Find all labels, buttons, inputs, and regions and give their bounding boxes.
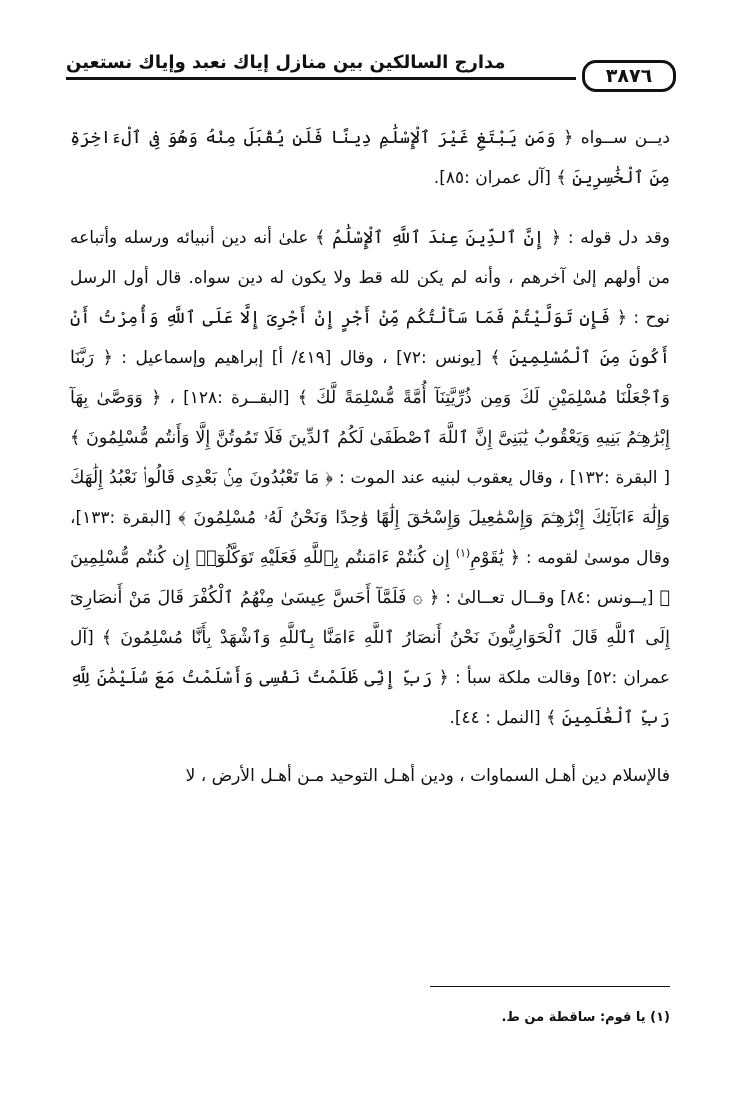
text-segment: [يــونس :٨٤] وقــال تعــالىٰ : xyxy=(439,588,660,608)
paragraph xyxy=(70,756,670,796)
text-segment: [آل عمران :٨٥]. xyxy=(433,168,557,188)
text-segment: [آل عمران :٥٢] وقالت ملكة سبأ : xyxy=(70,628,670,688)
header-rule xyxy=(66,77,576,80)
running-title: مدارج السالكين بين منازل إياك نعبد وإياك نستعين xyxy=(66,52,506,73)
quran-verse: ﴿ وَوَصَّىٰ بِهَآ إِبْرَٰهِـۧمُ بَنِيهِ وَيَعْقُوبُ يَٰبَنِىَّ إِنَّ ٱللَّهَ ٱصْطَفَىٰ لَكُمُ ٱلدِّينَ فَلَا تَمُوتُنَّ إِلَّا وَأَنتُم مُّسْلِمُونَ ﴾ xyxy=(70,388,670,448)
text-segment: [يونس :٧٢] ، وقال [٤١٩/ أ] إبراهيم وإسماعيل : xyxy=(112,348,491,368)
quran-verse: ﴿ وَمَن يَبْتَغِ غَيْرَ ٱلْإِسْلَٰمِ دِينًا فَلَن يُقْبَلَ مِنْهُ وَهُوَ فِى ٱلْءَاخِرَةِ مِنَ ٱلْخَٰسِرِينَ ﴾ xyxy=(70,128,670,188)
text-segment: [البقــرة :١٢٨] ، xyxy=(161,388,298,408)
text-segment: [ البقرة :١٣٢] ، وقال يعقوب لبنيه عند الموت : xyxy=(333,468,670,488)
quran-verse: إِن كُنتُمْ ءَامَنتُم بِٱللَّهِ فَعَلَيْهِ تَوَكَّلُوٓا۟ إِن كُنتُم مُّسْلِمِينَ ﴾ xyxy=(70,548,670,608)
quran-verse: ﴿ رَبِّ إِنِّى ظَلَمْتُ نَفْسِى وَأَسْلَمْتُ مَعَ سُلَيْمَٰنَ لِلَّهِ رَبِّ ٱلْعَٰلَمِينَ ﴾ xyxy=(70,668,670,728)
text-segment: ديــن ســواه xyxy=(573,128,670,148)
text-segment: [النمل : ٤٤]. xyxy=(449,708,547,728)
main-text xyxy=(70,118,670,796)
quran-verse: ﴿ فَإِن تَوَلَّيْتُمْ فَمَا سَأَلْتُكُم مِّنْ أَجْرٍ إِنْ أَجْرِىَ إِلَّا عَلَى ٱللَّهِ وَأُمِرْتُ أَنْ أَكُونَ مِنَ ٱلْمُسْلِمِينَ ﴾ xyxy=(70,308,670,368)
quran-verse: ﴿ ۞ فَلَمَّآ أَحَسَّ عِيسَىٰ مِنْهُمُ ٱلْكُفْرَ قَالَ مَنْ أَنصَارِىٓ إِلَى ٱللَّهِ قَالَ ٱلْحَوَارِيُّونَ نَحْنُ أَنصَارُ ٱللَّهِ ءَامَنَّا بِٱللَّهِ وَٱشْهَدْ بِأَنَّا مُسْلِمُونَ ﴾ xyxy=(70,588,670,648)
footnote-separator xyxy=(430,986,670,987)
paragraph xyxy=(70,218,670,738)
paragraph xyxy=(70,118,670,198)
text-segment: فالإسلام دين أهـل السماوات ، ودين أهـل التوحيد مـن أهـل الأرض ، لا xyxy=(185,766,670,786)
page-number: ٣٨٧٦ xyxy=(582,60,676,92)
quran-verse: ﴿ رَبَّنَا وَٱجْعَلْنَا مُسْلِمَيْنِ لَكَ وَمِن ذُرِّيَّتِنَآ أُمَّةً مُّسْلِمَةً لَّكَ ﴾ xyxy=(70,348,670,408)
text-segment: [البقرة :١٣٣]، وقال موسىٰ لقومه : xyxy=(70,508,671,568)
footnote: (١) يا قوم: ساقطة من ط. xyxy=(501,1010,670,1025)
text-segment: علىٰ أنه دين أنبيائه ورسله وأتباعه من أولهم إلىٰ آخرهم ، وأنه لم يكن لله قط ولا يكون له دين سواه. قال أول الرسل نوح : xyxy=(70,228,670,328)
quran-verse: ﴿ إِنَّ ٱلدِّينَ عِندَ ٱللَّهِ ٱلْإِسْلَٰمُ ﴾ xyxy=(315,228,562,248)
text-segment: وقد دل قوله : xyxy=(561,228,670,248)
quran-verse: ﴿ مَا تَعْبُدُونَ مِنۢ بَعْدِى قَالُوا۟ نَعْبُدُ إِلَٰهَكَ وَإِلَٰهَ ءَابَآئِكَ إِبْرَٰهِـۧمَ وَإِسْمَٰعِيلَ وَإِسْحَٰقَ إِلَٰهًا وَٰحِدًا وَنَحْنُ لَهُۥ مُسْلِمُونَ ﴾ xyxy=(70,468,671,528)
page-header xyxy=(66,42,670,92)
quran-verse: ﴿ يَٰقَوْمِ xyxy=(470,548,521,568)
footnote-marker: (١) xyxy=(455,546,471,560)
